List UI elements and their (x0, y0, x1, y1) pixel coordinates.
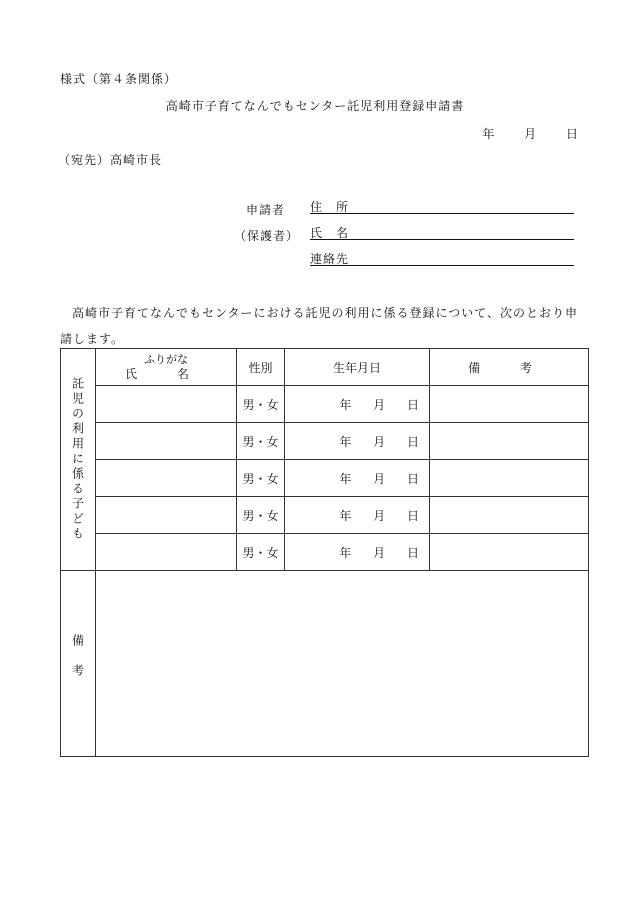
contact-field[interactable] (310, 250, 574, 266)
applicant-role-label: 申請者 (246, 203, 286, 217)
gender-header: 性別 (237, 349, 285, 386)
remarks-cell[interactable] (430, 534, 589, 571)
remarks-cell[interactable] (430, 497, 589, 534)
remarks-cell[interactable] (430, 423, 589, 460)
address-label: 住 所 (310, 200, 350, 214)
remarks-cell[interactable] (430, 386, 589, 423)
name-label: 氏 名 (310, 226, 350, 240)
notes-area[interactable] (96, 571, 589, 757)
application-statement: 高崎市子育てなんでもセンターにおける託児の利用に係る登録について、次のとおり申請します。 (60, 306, 579, 346)
gender-cell[interactable]: 男・女 (237, 497, 285, 534)
birthdate-cell[interactable]: 年 月 日 (285, 497, 430, 534)
address-field[interactable] (310, 198, 574, 214)
notes-label-cell (61, 571, 96, 757)
child-name-cell[interactable] (96, 460, 237, 497)
remarks-cell[interactable] (430, 460, 589, 497)
birthdate-header: 生年月日 (285, 349, 430, 386)
table-row (61, 497, 589, 534)
gender-cell[interactable]: 男・女 (237, 386, 285, 423)
children-side-label: 託児の利用に係る子ども (70, 377, 85, 543)
guardian-label: （保護者） (234, 229, 300, 243)
table-row (61, 423, 589, 460)
contact-label: 連絡先 (310, 252, 350, 266)
child-name-cell[interactable] (96, 386, 237, 423)
notes-label: 備考 (70, 633, 85, 694)
gender-cell[interactable]: 男・女 (237, 534, 285, 571)
name-header-cell (96, 349, 237, 386)
notes-row (61, 571, 589, 757)
birthdate-cell[interactable]: 年 月 日 (285, 386, 430, 423)
child-name-cell[interactable] (96, 497, 237, 534)
form-label: 様式（第４条関係） (60, 72, 178, 86)
child-name-cell[interactable] (96, 423, 237, 460)
addressee: （宛先）高崎市長 (58, 153, 163, 167)
name-header: 氏 名 (125, 367, 207, 382)
registration-table (60, 348, 589, 757)
birthdate-cell[interactable]: 年 月 日 (285, 534, 430, 571)
birthdate-cell[interactable]: 年 月 日 (285, 423, 430, 460)
child-name-cell[interactable] (96, 534, 237, 571)
furigana-header: ふりがな (144, 353, 188, 367)
gender-cell[interactable]: 男・女 (237, 460, 285, 497)
application-date: 年 月 日 (482, 127, 578, 141)
table-row (61, 460, 589, 497)
birthdate-cell[interactable]: 年 月 日 (285, 460, 430, 497)
table-row (61, 534, 589, 571)
children-side-label-cell (61, 349, 96, 571)
remarks-header: 備 考 (430, 349, 589, 386)
name-field[interactable] (310, 224, 574, 240)
gender-cell[interactable]: 男・女 (237, 423, 285, 460)
document-title: 高崎市子育てなんでもセンター託児利用登録申請書 (165, 99, 465, 113)
table-row (61, 386, 589, 423)
table-header-row (61, 349, 589, 386)
